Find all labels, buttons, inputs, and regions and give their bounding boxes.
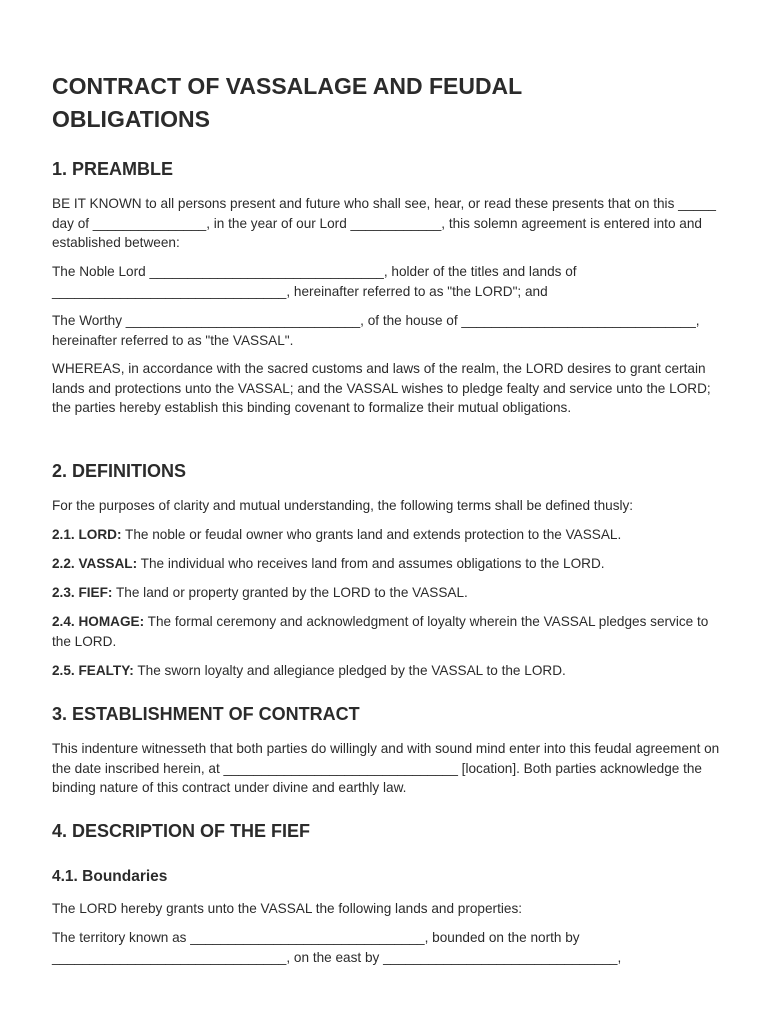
definition-term: 2.5. FEALTY: [52,663,134,678]
document-title: CONTRACT OF VASSALAGE AND FEUDAL OBLIGATIONS [52,73,522,132]
fief-territory-text: The territory known as _______________________________, bounded on the north by _______________________________, on the east by _______________________________, [52,930,622,965]
establishment-text: This indenture witnesseth that both parties do willingly and with sound mind enter into this feudal agreement on the date inscribed herein, at _______________________________ [location]. Both parties acknowledge the binding nature of this contract under divine and earthly law. [52,741,720,796]
preamble-lord-clause: The Noble Lord _______________________________, holder of the titles and lands of _______________________________, hereinafter referred to as "the LORD"; and [52,264,577,299]
definition-item [52,554,722,574]
definitions-intro: For the purposes of clarity and mutual understanding, the following terms shall be defined thusly: [52,498,634,513]
definition-item [52,661,722,681]
subsection-heading-boundaries: 4.1. Boundaries [52,868,168,885]
definition-item [52,583,722,603]
section-heading-preamble: 1. PREAMBLE [52,159,174,179]
definition-text: The sworn loyalty and allegiance pledged by the VASSAL to the LORD. [133,663,566,678]
section-heading-fief: 4. DESCRIPTION OF THE FIEF [52,821,311,841]
definition-term: 2.1. LORD: [52,527,122,542]
definition-item [52,612,722,651]
preamble-vassal-clause: The Worthy _______________________________, of the house of _______________________________, hereinafter referred to as "the VASSAL". [52,313,700,348]
definition-item [52,525,722,545]
definition-text: The formal ceremony and acknowledgment of loyalty wherein the VASSAL pledges service to the LORD. [52,614,709,649]
definition-term: 2.3. FIEF: [52,585,113,600]
definition-text: The land or property granted by the LORD to the VASSAL. [112,585,468,600]
preamble-intro: BE IT KNOWN to all persons present and future who shall see, hear, or read these presents that on this _____ day of _______________, in the year of our Lord ____________, this solemn agreement is entered into and established between: [52,196,716,251]
definition-text: The noble or feudal owner who grants land and extends protection to the VASSAL. [121,527,622,542]
definition-text: The individual who receives land from and assumes obligations to the LORD. [137,556,605,571]
definition-term: 2.4. HOMAGE: [52,614,145,629]
section-heading-establishment: 3. ESTABLISHMENT OF CONTRACT [52,704,360,724]
definition-term: 2.2. VASSAL: [52,556,138,571]
preamble-whereas: WHEREAS, in accordance with the sacred customs and laws of the realm, the LORD desires to grant certain lands and protections unto the VASSAL; and the VASSAL wishes to pledge fealty and service unto the LORD; the parties hereby establish this binding covenant to formalize their mutual obligations. [52,361,711,416]
fief-grant-text: The LORD hereby grants unto the VASSAL the following lands and properties: [52,901,523,916]
section-heading-definitions: 2. DEFINITIONS [52,461,187,481]
